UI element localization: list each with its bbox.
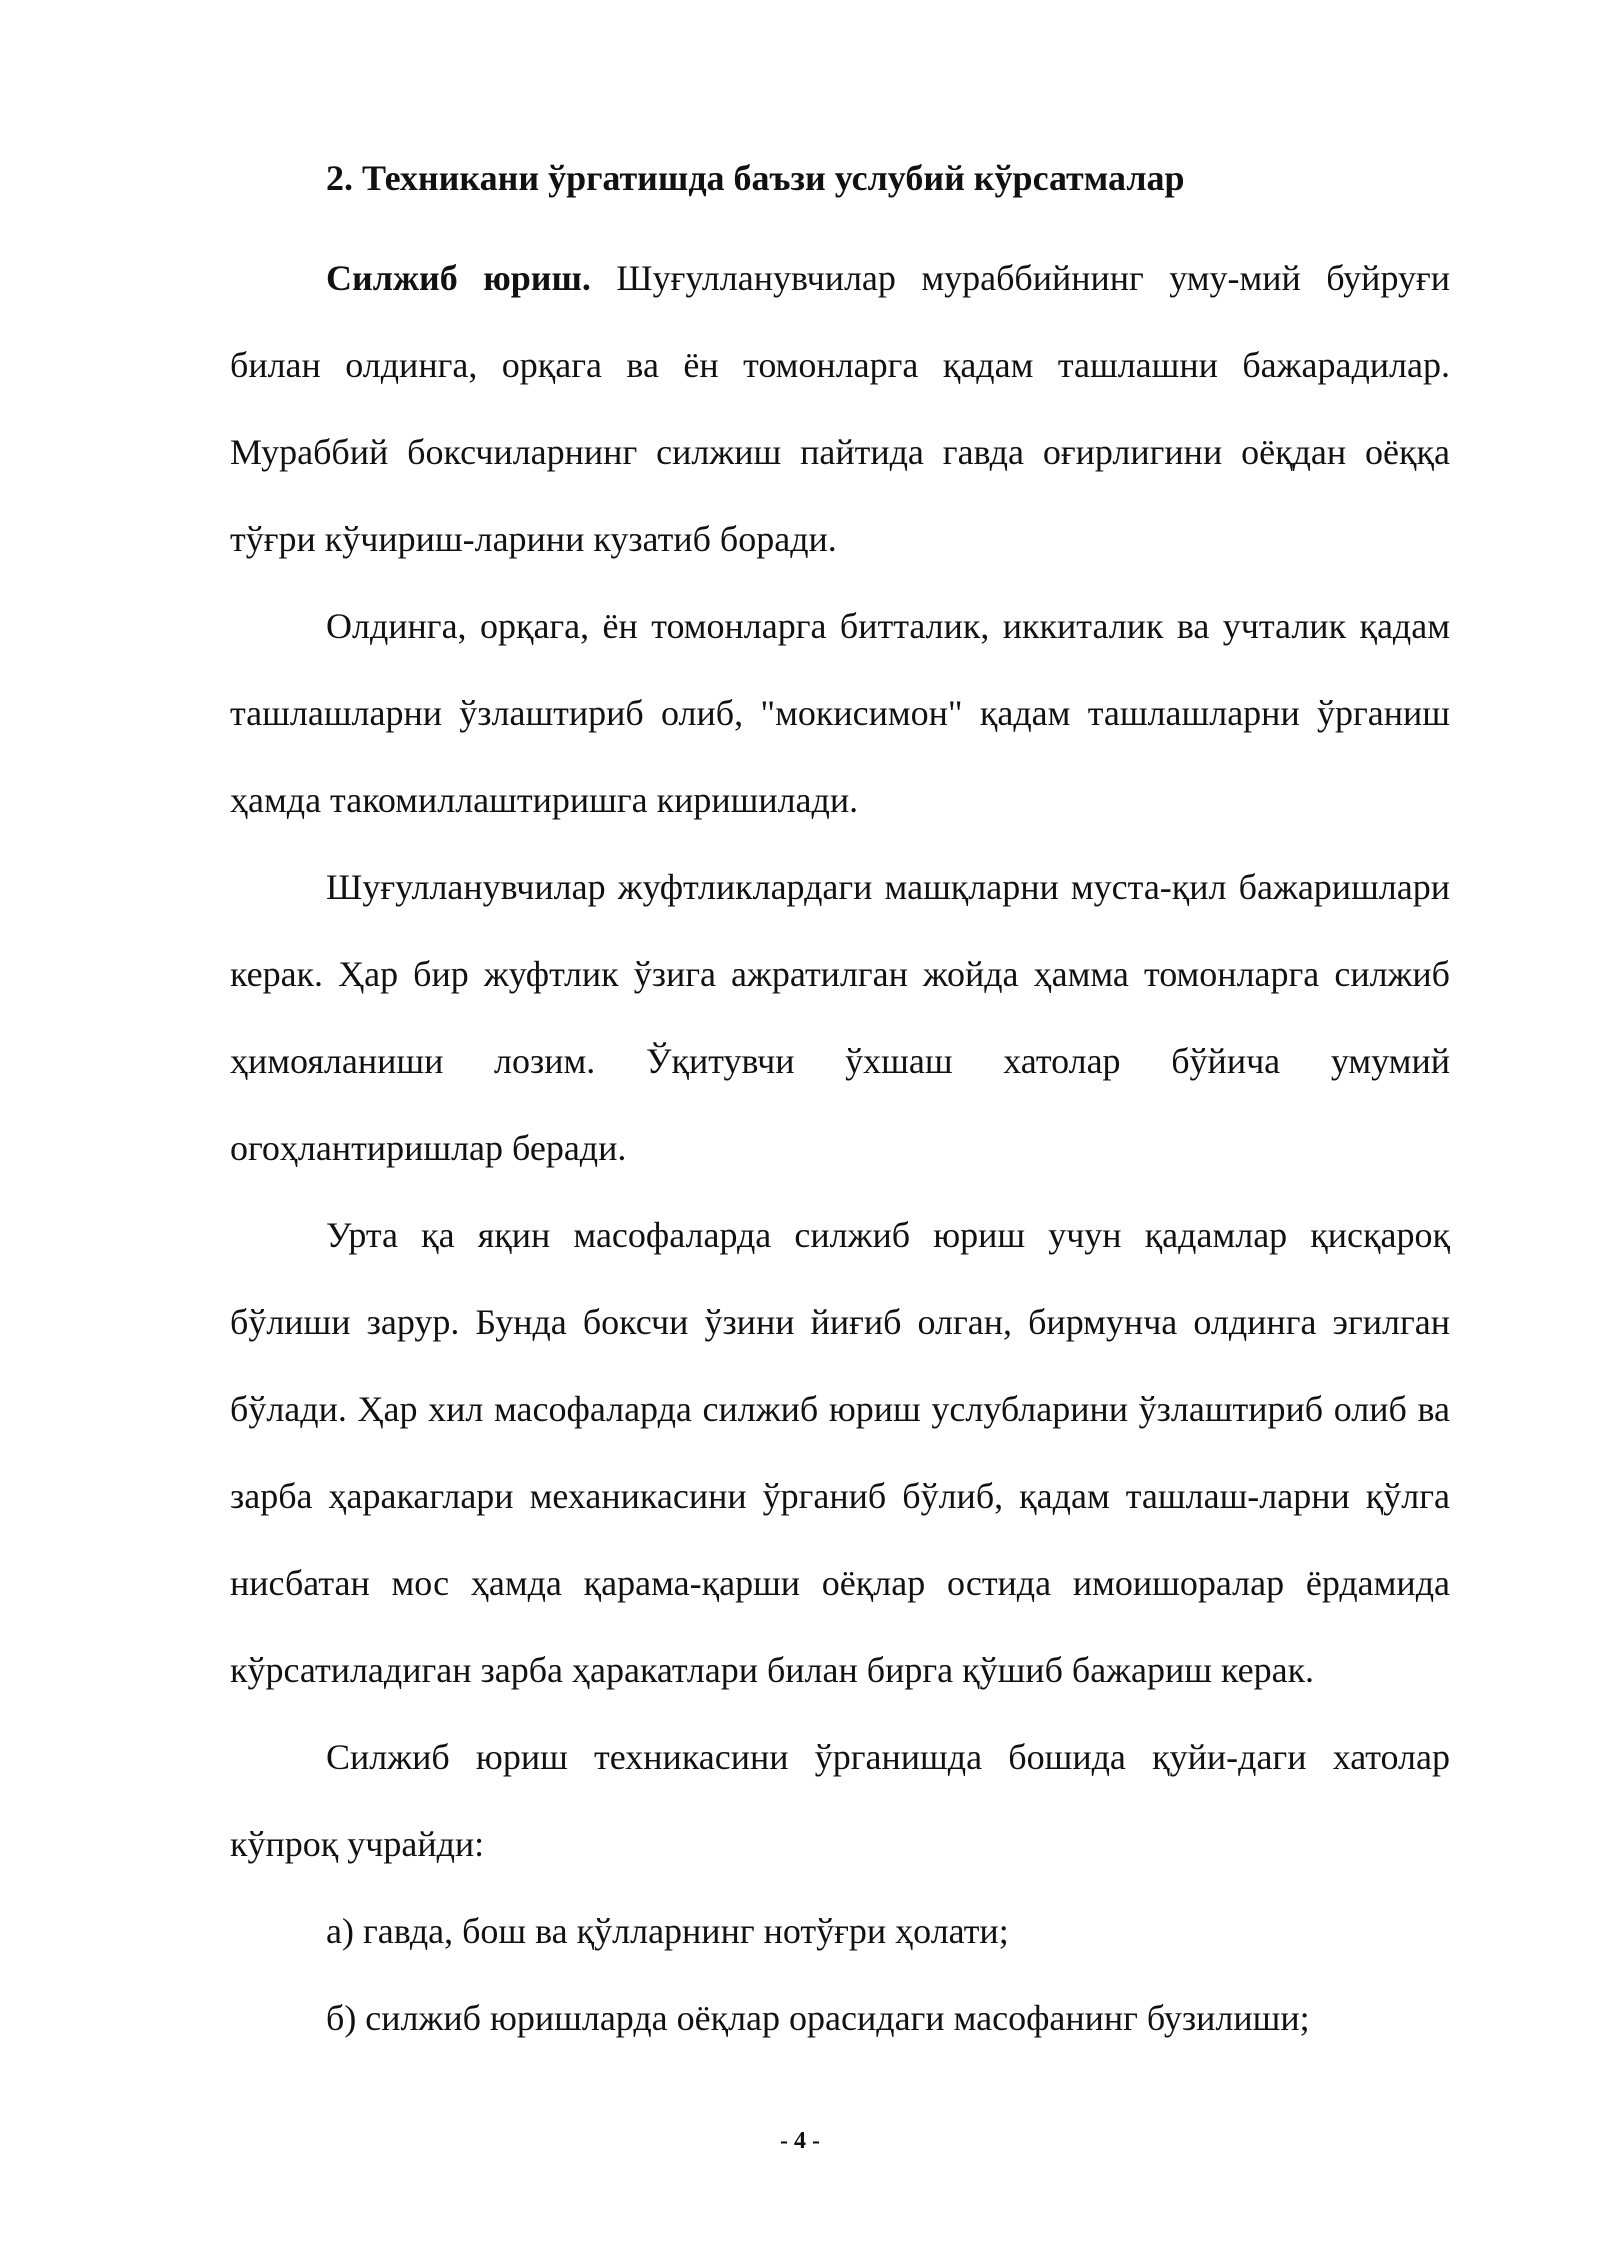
paragraph-text: Шуғулланувчилар мураббийнинг уму-мий буйруғи билан олдинга, орқага ва ён томонларга қадам ташлашни бажарадилар. Мураббий боксчиларнинг силжиш пайтида гавда оғирлигини оёқдан оёққа тўғри кўчириш-ларини кузатиб боради. [230, 258, 1451, 559]
list-item-a: а) гавда, бош ва қўлларнинг нотўғри ҳолати; [326, 1911, 1009, 1951]
paragraph-4: Урта қа яқин масофаларда силжиб юриш учун қадамлар қисқароқ бўлиши зарур. Бунда боксчи ўзини йиғиб олган, бирмунча олдинга эгилган бўлади. Ҳар хил масофаларда силжиб юриш услубларини ўзлаштириб олиб ва зарба ҳаракаглари механикасини ўрганиб бўлиб, қадам ташлаш-ларни қўлга нисбатан мос ҳамда қарама-қарши оёқлар остида имоишоралар ёрдамида кўрсатиладиган зарба ҳаракатлари билан бирга қўшиб бажариш керак. [230, 1215, 1450, 1690]
paragraph-2: Олдинга, орқага, ён томонларга битталик, иккиталик ва учталик қадам ташлашларни ўзлаштириб олиб, "мокисимон" қадам ташлашларни ўрганиш ҳамда такомиллаштиришга киришилади. [230, 606, 1450, 820]
page-number: - 4 - [780, 2128, 820, 2154]
list-item-b: б) силжиб юришларда оёқлар орасидаги масофанинг бузилиши; [326, 1998, 1310, 2038]
page-content [230, 148, 1450, 2062]
paragraph-lead: Силжиб юриш. [326, 258, 591, 298]
section-heading: 2. Техникани ўргатишда баъзи услубий кўрсатмалар [326, 158, 1185, 198]
paragraph-1 [230, 235, 1450, 583]
paragraph-5: Силжиб юриш техникасини ўрганишда бошида қуйи-даги хатолар кўпроқ учрайди: [230, 1737, 1450, 1864]
paragraph-3: Шуғулланувчилар жуфтликлардаги машқларни муста-қил бажаришлари керак. Ҳар бир жуфтлик ўзига ажратилган жойда ҳамма томонларга силжиб ҳимояланиши лозим. Ўқитувчи ўхшаш хатолар бўйича умумий огоҳлантиришлар беради. [230, 867, 1450, 1168]
